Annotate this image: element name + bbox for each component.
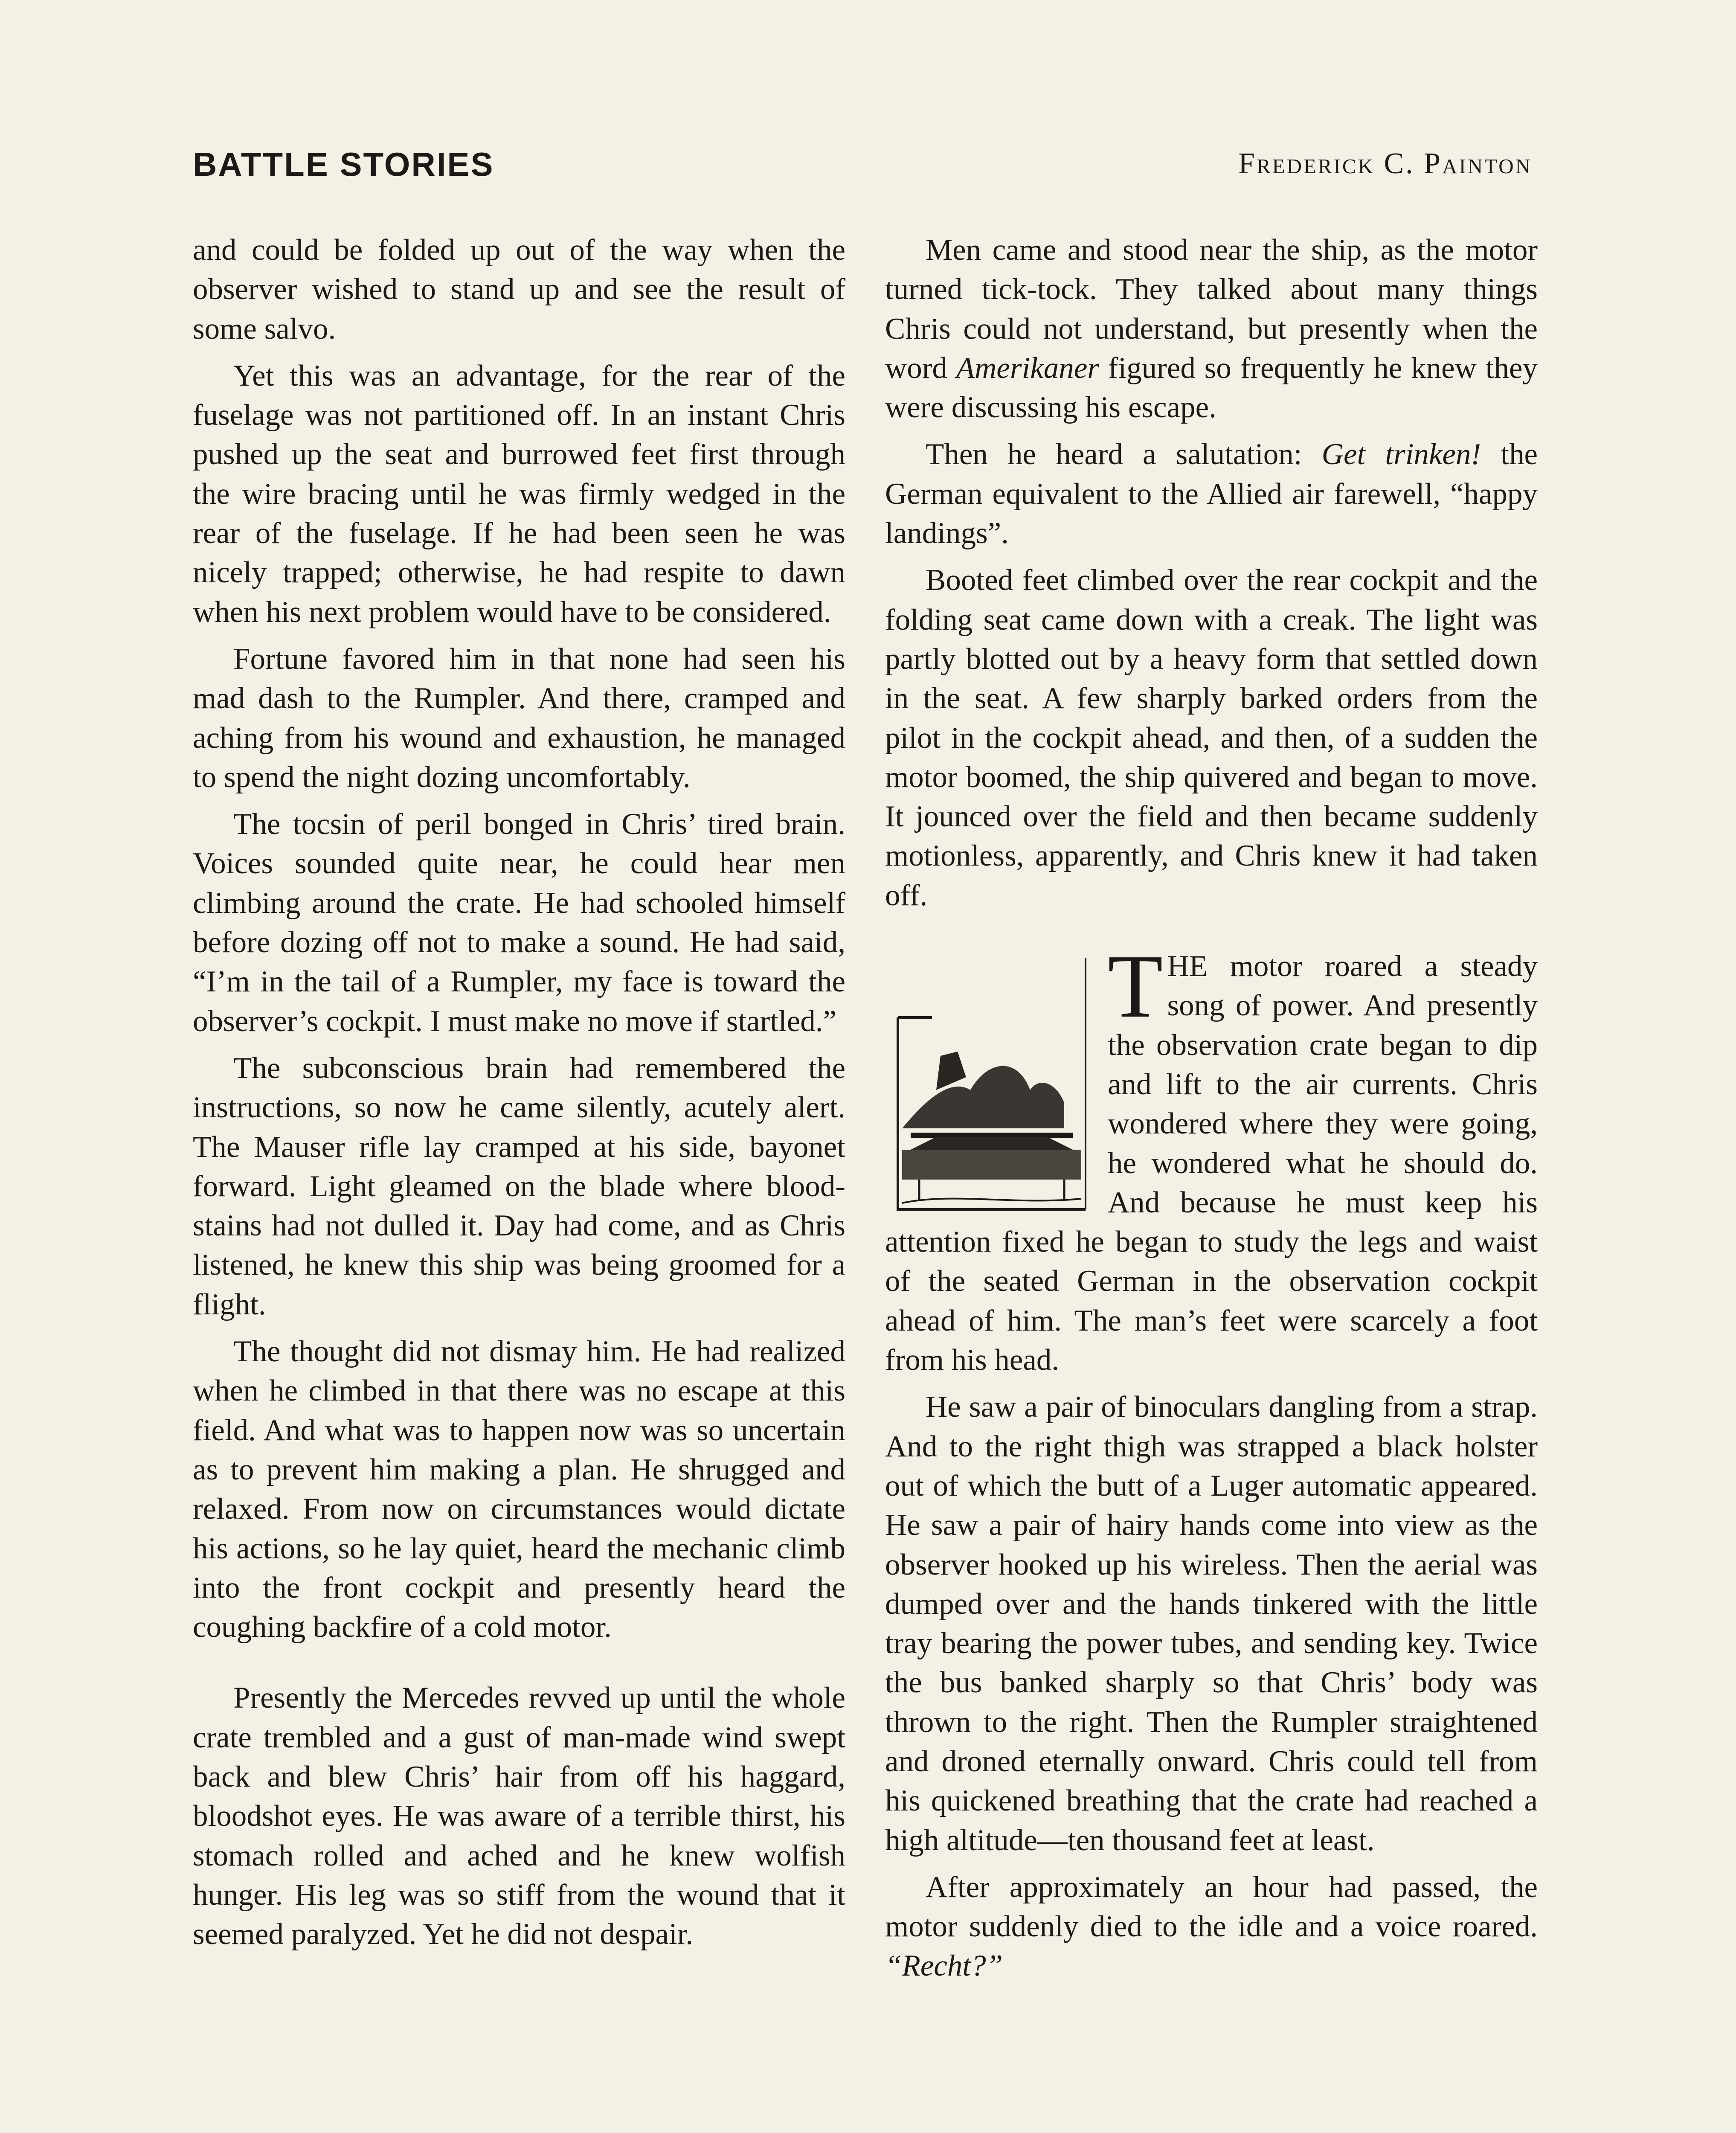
paragraph: Yet this was an advantage, for the rear of the fuselage was not partitioned off. In an instant Chris pushed up the seat and burrowed feet first through the wire bracing until he was firmly wedged in the rear of the fuselage. If he had been seen he was nicely trapped; otherwise, he had respite to dawn when his next problem would have to be considered. — [193, 359, 845, 629]
running-header — [193, 145, 1532, 192]
paragraph: Men came and stood near the ship, as the motor turned tick-tock. They talked about many things Chris could not understand, but presently when the word Amerikaner figured so frequently he knew they were discussing his escape. — [885, 233, 1538, 424]
left-column — [193, 230, 845, 1962]
paragraph: He saw a pair of binoculars dangling from a strap. And to the right thigh was strapped a black holster out of which the butt of a Luger automatic appeared. He saw a pair of hairy hands come into view as the observer hooked up his wireless. Then the aerial was dumped over and the hands tinkered with the little tray bearing the power tubes, and sending key. Twice the bus banked sharply so that Chris’ body was thrown to the right. Then the Rumpler straightened and droned eternally onward. Chris could tell from his quickened breathing that the crate had reached a high altitude—ten thousand feet at least. — [885, 1390, 1538, 1857]
section-with-illustration — [885, 936, 1538, 1380]
paragraph: THE motor roared a steady song of power. And presently the observation crate began to dip and lift to the air currents. Chris wondered where they were going, he wondered what he should do. And because he must keep his attention fixed he began to study the legs and waist of the seated German in the observation cockpit ahead of him. The man’s feet were scarcely a foot from his head. — [885, 936, 1538, 1377]
right-column — [885, 230, 1538, 1994]
paragraph: Fortune favored him in that none had seen his mad dash to the Rumpler. And there, cramped and aching from his wound and exhaustion, he managed to spend the night dozing uncomfortably. — [193, 642, 845, 794]
italic-phrase: “Recht?” — [885, 1949, 1003, 1983]
paragraph: and could be folded up out of the way when the observer wished to stand up and see the result of some salvo. — [193, 233, 845, 346]
paragraph: Then he heard a salutation: Get trinken! the German equivalent to the Allied air farewell, “happy landings”. — [885, 438, 1538, 550]
paragraph: The tocsin of peril bonged in Chris’ tired brain. Voices sounded quite near, he could hear men climbing around the crate. He had schooled himself before dozing off not to make a sound. He had said, “I’m in the tail of a Rumpler, my face is toward the observer’s cockpit. I must make no move if startled.” — [193, 808, 845, 1038]
drop-cap: T — [1108, 936, 1163, 1037]
magazine-title: BATTLE STORIES — [193, 145, 494, 183]
author-name: Frederick C. Painton — [1238, 147, 1532, 180]
paragraph: The subconscious brain had remembered the instructions, so now he came silently, acutely alert. The Mauser rifle lay cramped at his side, bayonet forward. Light gleamed on the blade where bloodstains had not dulled it. Day had come, and as Chris listened, he knew this ship was being groomed for a flight. — [193, 1051, 845, 1321]
paragraph: The thought did not dismay him. He had realized when he climbed in that there was no escape at this field. And what was to happen now was so uncertain as to prevent him making a plan. He shrugged and relaxed. From now on circumstances would dictate his actions, so he lay quiet, heard the mechanic climb into the front cockpit and presently heard the coughing backfire of a cold motor. — [193, 1335, 845, 1644]
paragraph: After approximately an hour had passed, the motor suddenly died to the idle and a voice roared. “Recht?” — [885, 1870, 1538, 1983]
paragraph: Booted feet climbed over the rear cockpit and the folding seat came down with a creak. The light was partly blotted out by a heavy form that settled down in the seat. A few sharply barked orders from the pilot in the cockpit ahead, and then, of a sudden the motor boomed, the ship quivered and began to move. It jounced over the field and then became suddenly motionless, apparently, and Chris knew it had taken off. — [885, 564, 1538, 912]
italic-word: Amerikaner — [956, 351, 1099, 385]
paragraph: Presently the Mercedes revved up until the whole crate trembled and a gust of man-made wind swept back and blew Chris’ hair from off his haggard, bloodshot eyes. He was aware of a terrible thirst, his stomach rolled and ached and he knew wolfish hunger. His leg was so stiff from the wound that it seemed paralyzed. Yet he did not despair. — [193, 1681, 845, 1951]
airfield-illustration — [885, 949, 1091, 1214]
italic-phrase: Get trinken! — [1321, 438, 1481, 471]
